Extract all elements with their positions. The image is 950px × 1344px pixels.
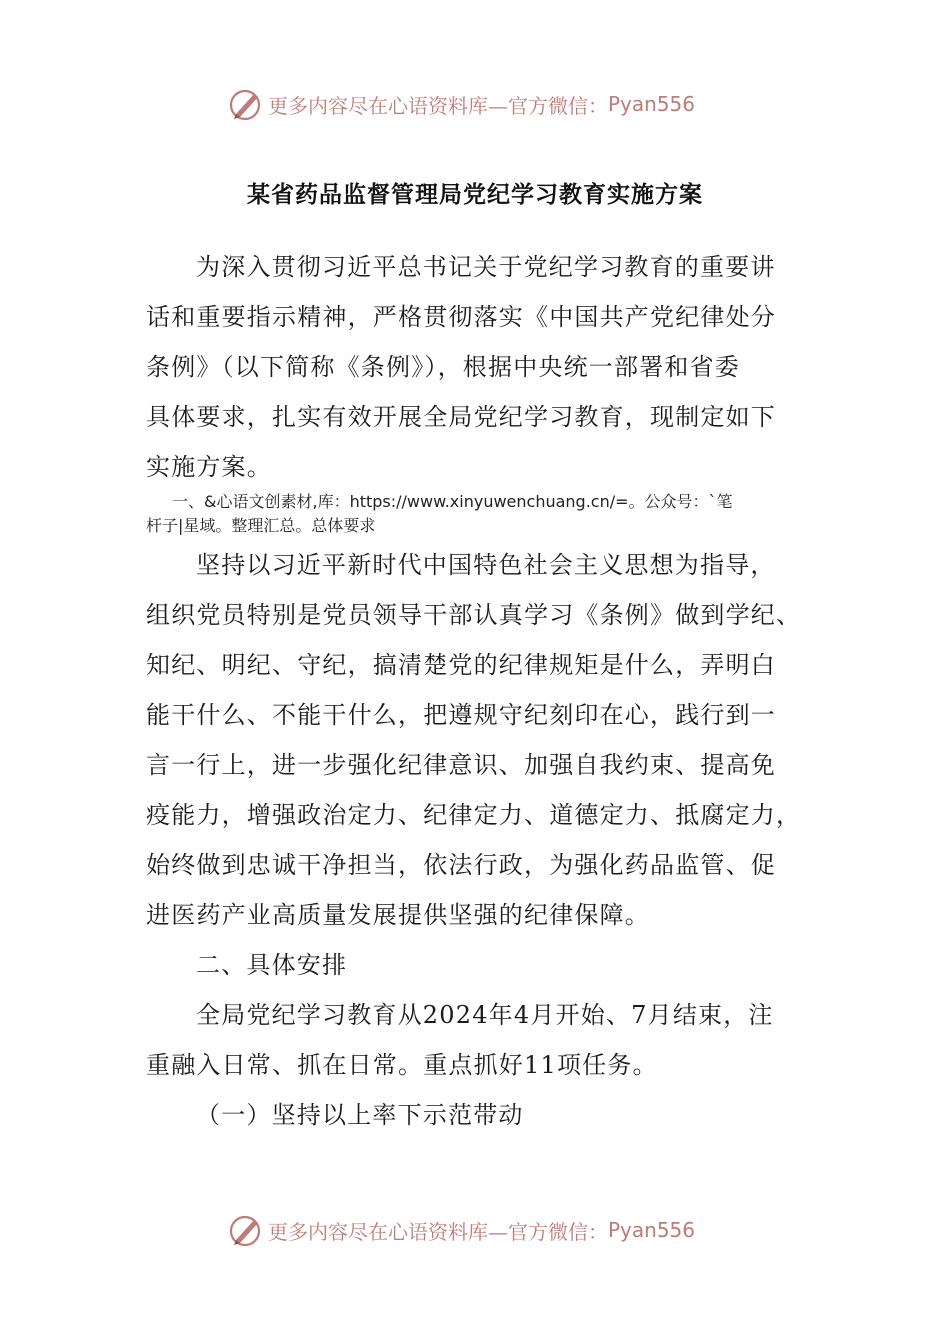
section-two-line: 重融入日常、抓在日常。重点抓好11项任务。: [146, 1051, 658, 1079]
section-one-line: 疫能力，增强政治定力、纪律定力、道德定力、抵腐定力，: [146, 801, 802, 829]
intro-line: 条例》（以下简称《条例》），根据中央统一部署和省委: [146, 353, 740, 381]
section-two-heading: 二、具体安排: [196, 951, 348, 979]
banner-text: 更多内容尽在心语资料库—官方微信：: [268, 93, 608, 118]
intro-line: 实施方案。: [146, 453, 272, 481]
document-title: 某省药品监督管理局党纪学习教育实施方案: [247, 181, 703, 208]
section-one-line: 能干什么、不能干什么，把遵规守纪刻印在心，践行到一: [146, 701, 776, 729]
intro-line: 具体要求，扎实有效开展全局党纪学习教育，现制定如下: [146, 403, 776, 431]
section-one-line: 言一行上，进一步强化纪律意识、加强自我约束、提高免: [146, 751, 776, 779]
footer-banner: [228, 1210, 695, 1250]
section-two: [146, 940, 806, 1140]
banner-text: 更多内容尽在心语资料库—官方微信：: [268, 1219, 608, 1244]
section-one-heading-note: [146, 490, 806, 538]
intro-line: 话和重要指示精神，严格贯彻落实《中国共产党纪律处分: [146, 303, 776, 331]
banner-wechat-id: Pyan556: [608, 1218, 696, 1242]
section-one-line: 进医药产业高质量发展提供坚强的纪律保障。: [146, 901, 650, 929]
section-one-paragraph: [146, 540, 806, 940]
header-banner: [228, 84, 695, 124]
pen-circle-icon: [228, 1212, 264, 1248]
section-one-line: 组织党员特别是党员领导干部认真学习《条例》做到学纪、: [146, 601, 802, 629]
note-line: 一、&心语文创素材,库：https://www.xinyuwenchuang.cn/=。公众号：`笔: [172, 492, 733, 511]
section-one-line: 知纪、明纪、守纪，搞清楚党的纪律规矩是什么，弄明白: [146, 651, 776, 679]
banner-wechat-id: Pyan556: [608, 92, 696, 116]
pen-circle-icon: [228, 86, 264, 122]
section-two-line: 全局党纪学习教育从2024年4月开始、7月结束，注: [196, 1001, 774, 1029]
intro-line: 为深入贯彻习近平总书记关于党纪学习教育的重要讲: [196, 253, 776, 281]
section-one-line: 始终做到忠诚干净担当，依法行政，为强化药品监管、促: [146, 851, 776, 879]
section-one-line: 坚持以习近平新时代中国特色社会主义思想为指导，: [196, 551, 776, 579]
note-line: 杆子|星域。整理汇总。总体要求: [146, 516, 376, 535]
intro-paragraph: [146, 242, 806, 492]
subheading: （一）坚持以上率下示范带动: [196, 1101, 524, 1129]
